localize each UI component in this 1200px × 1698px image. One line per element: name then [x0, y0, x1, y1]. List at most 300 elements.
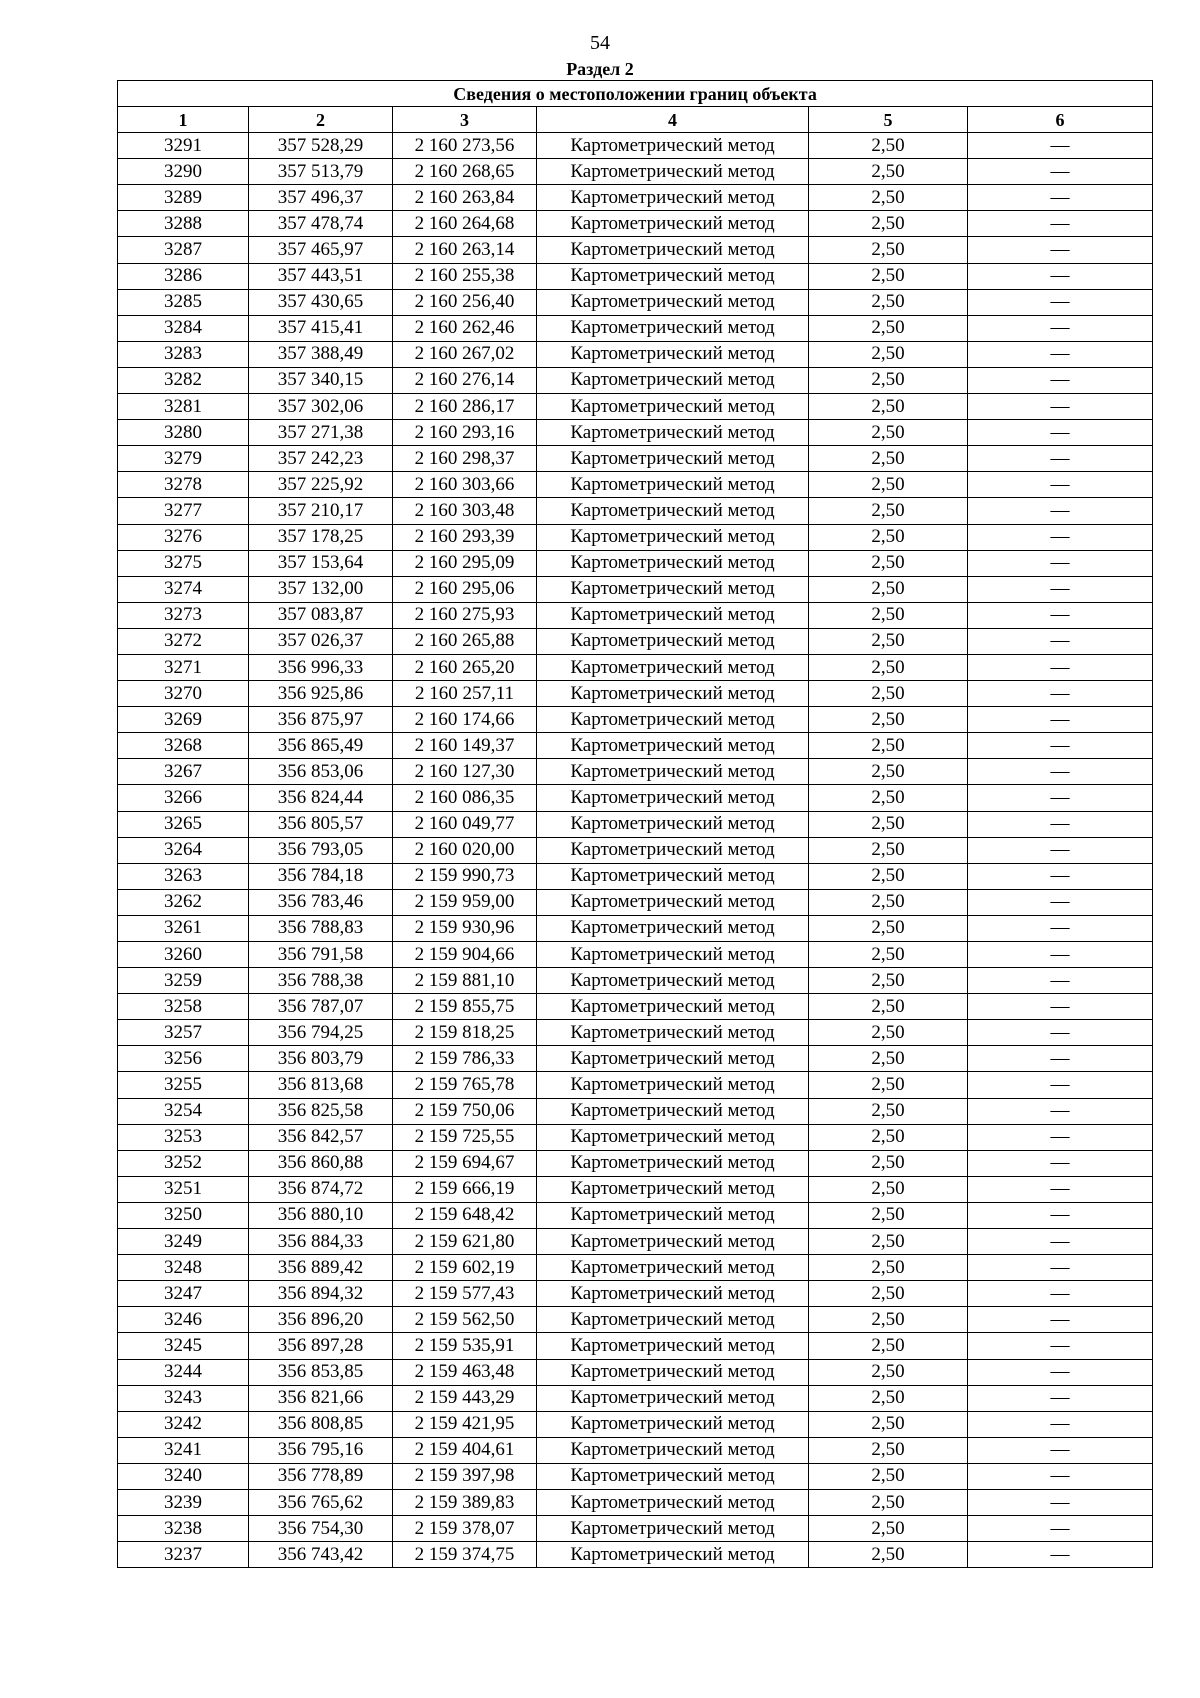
accuracy-cell: 2,50 — [809, 1176, 968, 1202]
x-coordinate-cell: 356 788,38 — [249, 968, 393, 994]
table-row — [118, 524, 1153, 550]
description-cell: — — [968, 1255, 1153, 1281]
method-cell: Картометрический метод — [537, 1202, 809, 1228]
accuracy-cell: 2,50 — [809, 733, 968, 759]
table-row — [118, 654, 1153, 680]
method-cell: Картометрический метод — [537, 1176, 809, 1202]
table-row — [118, 837, 1153, 863]
y-coordinate-cell: 2 159 535,91 — [393, 1333, 537, 1359]
table-row — [118, 1281, 1153, 1307]
point-number-cell: 3238 — [118, 1516, 249, 1542]
accuracy-cell: 2,50 — [809, 159, 968, 185]
table-row — [118, 550, 1153, 576]
accuracy-cell: 2,50 — [809, 1255, 968, 1281]
table-row — [118, 1124, 1153, 1150]
table-row — [118, 1411, 1153, 1437]
method-cell: Картометрический метод — [537, 1072, 809, 1098]
x-coordinate-cell: 356 925,86 — [249, 681, 393, 707]
boundary-coordinates-table — [117, 80, 1153, 1568]
description-cell: — — [968, 1516, 1153, 1542]
point-number-cell: 3281 — [118, 394, 249, 420]
y-coordinate-cell: 2 159 959,00 — [393, 889, 537, 915]
y-coordinate-cell: 2 159 577,43 — [393, 1281, 537, 1307]
table-row — [118, 811, 1153, 837]
y-coordinate-cell: 2 159 725,55 — [393, 1124, 537, 1150]
method-cell: Картометрический метод — [537, 498, 809, 524]
table-row — [118, 1020, 1153, 1046]
y-coordinate-cell: 2 160 020,00 — [393, 837, 537, 863]
description-cell: — — [968, 237, 1153, 263]
accuracy-cell: 2,50 — [809, 1072, 968, 1098]
method-cell: Картометрический метод — [537, 785, 809, 811]
point-number-cell: 3284 — [118, 315, 249, 341]
x-coordinate-cell: 356 860,88 — [249, 1150, 393, 1176]
x-coordinate-cell: 356 896,20 — [249, 1307, 393, 1333]
method-cell: Картометрический метод — [537, 237, 809, 263]
column-header: 6 — [968, 107, 1153, 133]
y-coordinate-cell: 2 160 086,35 — [393, 785, 537, 811]
x-coordinate-cell: 357 388,49 — [249, 341, 393, 367]
x-coordinate-cell: 356 865,49 — [249, 733, 393, 759]
point-number-cell: 3271 — [118, 654, 249, 680]
point-number-cell: 3290 — [118, 159, 249, 185]
point-number-cell: 3288 — [118, 211, 249, 237]
x-coordinate-cell: 357 478,74 — [249, 211, 393, 237]
x-coordinate-cell: 356 778,89 — [249, 1463, 393, 1489]
x-coordinate-cell: 356 842,57 — [249, 1124, 393, 1150]
y-coordinate-cell: 2 160 303,66 — [393, 472, 537, 498]
accuracy-cell: 2,50 — [809, 524, 968, 550]
point-number-cell: 3272 — [118, 628, 249, 654]
table-body — [118, 133, 1153, 1568]
y-coordinate-cell: 2 159 881,10 — [393, 968, 537, 994]
description-cell: — — [968, 1020, 1153, 1046]
table-row — [118, 968, 1153, 994]
description-cell: — — [968, 367, 1153, 393]
point-number-cell: 3248 — [118, 1255, 249, 1281]
description-cell: — — [968, 811, 1153, 837]
table-row — [118, 1307, 1153, 1333]
x-coordinate-cell: 357 513,79 — [249, 159, 393, 185]
point-number-cell: 3261 — [118, 915, 249, 941]
accuracy-cell: 2,50 — [809, 1489, 968, 1515]
method-cell: Картометрический метод — [537, 1150, 809, 1176]
y-coordinate-cell: 2 159 602,19 — [393, 1255, 537, 1281]
accuracy-cell: 2,50 — [809, 863, 968, 889]
accuracy-cell: 2,50 — [809, 889, 968, 915]
table-row — [118, 1542, 1153, 1568]
accuracy-cell: 2,50 — [809, 133, 968, 159]
method-cell: Картометрический метод — [537, 1489, 809, 1515]
x-coordinate-cell: 357 430,65 — [249, 289, 393, 315]
description-cell: — — [968, 446, 1153, 472]
table-row — [118, 1463, 1153, 1489]
method-cell: Картометрический метод — [537, 628, 809, 654]
description-cell: — — [968, 1176, 1153, 1202]
point-number-cell: 3286 — [118, 263, 249, 289]
table-row — [118, 472, 1153, 498]
point-number-cell: 3270 — [118, 681, 249, 707]
table-row — [118, 1072, 1153, 1098]
description-cell: — — [968, 420, 1153, 446]
y-coordinate-cell: 2 159 397,98 — [393, 1463, 537, 1489]
y-coordinate-cell: 2 160 255,38 — [393, 263, 537, 289]
table-row — [118, 394, 1153, 420]
description-cell: — — [968, 602, 1153, 628]
x-coordinate-cell: 356 813,68 — [249, 1072, 393, 1098]
accuracy-cell: 2,50 — [809, 1437, 968, 1463]
point-number-cell: 3279 — [118, 446, 249, 472]
description-cell: — — [968, 915, 1153, 941]
y-coordinate-cell: 2 159 694,67 — [393, 1150, 537, 1176]
y-coordinate-cell: 2 160 049,77 — [393, 811, 537, 837]
table-row — [118, 498, 1153, 524]
table-row — [118, 1046, 1153, 1072]
method-cell: Картометрический метод — [537, 1542, 809, 1568]
method-cell: Картометрический метод — [537, 1229, 809, 1255]
accuracy-cell: 2,50 — [809, 1150, 968, 1176]
point-number-cell: 3282 — [118, 367, 249, 393]
description-cell: — — [968, 394, 1153, 420]
x-coordinate-cell: 356 821,66 — [249, 1385, 393, 1411]
method-cell: Картометрический метод — [537, 133, 809, 159]
description-cell: — — [968, 263, 1153, 289]
accuracy-cell: 2,50 — [809, 263, 968, 289]
point-number-cell: 3268 — [118, 733, 249, 759]
accuracy-cell: 2,50 — [809, 1463, 968, 1489]
method-cell: Картометрический метод — [537, 994, 809, 1020]
description-cell: — — [968, 1229, 1153, 1255]
table-row — [118, 1489, 1153, 1515]
accuracy-cell: 2,50 — [809, 472, 968, 498]
description-cell: — — [968, 289, 1153, 315]
table-row — [118, 315, 1153, 341]
table-row — [118, 1229, 1153, 1255]
table-row — [118, 733, 1153, 759]
x-coordinate-cell: 357 465,97 — [249, 237, 393, 263]
x-coordinate-cell: 357 340,15 — [249, 367, 393, 393]
x-coordinate-cell: 356 788,83 — [249, 915, 393, 941]
table-row — [118, 446, 1153, 472]
y-coordinate-cell: 2 160 174,66 — [393, 707, 537, 733]
description-cell: — — [968, 628, 1153, 654]
description-cell: — — [968, 498, 1153, 524]
method-cell: Картометрический метод — [537, 1124, 809, 1150]
method-cell: Картометрический метод — [537, 1020, 809, 1046]
x-coordinate-cell: 357 026,37 — [249, 628, 393, 654]
point-number-cell: 3287 — [118, 237, 249, 263]
column-header: 4 — [537, 107, 809, 133]
table-row — [118, 1150, 1153, 1176]
accuracy-cell: 2,50 — [809, 1411, 968, 1437]
point-number-cell: 3267 — [118, 759, 249, 785]
description-cell: — — [968, 863, 1153, 889]
table-row — [118, 1385, 1153, 1411]
description-cell: — — [968, 1281, 1153, 1307]
x-coordinate-cell: 356 875,97 — [249, 707, 393, 733]
method-cell: Картометрический метод — [537, 315, 809, 341]
method-cell: Картометрический метод — [537, 837, 809, 863]
x-coordinate-cell: 357 271,38 — [249, 420, 393, 446]
accuracy-cell: 2,50 — [809, 550, 968, 576]
description-cell: — — [968, 159, 1153, 185]
x-coordinate-cell: 357 242,23 — [249, 446, 393, 472]
column-header: 2 — [249, 107, 393, 133]
point-number-cell: 3250 — [118, 1202, 249, 1228]
accuracy-cell: 2,50 — [809, 1333, 968, 1359]
method-cell: Картометрический метод — [537, 968, 809, 994]
point-number-cell: 3245 — [118, 1333, 249, 1359]
y-coordinate-cell: 2 160 293,39 — [393, 524, 537, 550]
method-cell: Картометрический метод — [537, 759, 809, 785]
point-number-cell: 3263 — [118, 863, 249, 889]
method-cell: Картометрический метод — [537, 472, 809, 498]
accuracy-cell: 2,50 — [809, 446, 968, 472]
point-number-cell: 3260 — [118, 942, 249, 968]
point-number-cell: 3274 — [118, 576, 249, 602]
y-coordinate-cell: 2 160 127,30 — [393, 759, 537, 785]
method-cell: Картометрический метод — [537, 863, 809, 889]
description-cell: — — [968, 837, 1153, 863]
accuracy-cell: 2,50 — [809, 185, 968, 211]
x-coordinate-cell: 357 210,17 — [249, 498, 393, 524]
description-cell: — — [968, 654, 1153, 680]
point-number-cell: 3277 — [118, 498, 249, 524]
accuracy-cell: 2,50 — [809, 315, 968, 341]
point-number-cell: 3269 — [118, 707, 249, 733]
y-coordinate-cell: 2 159 562,50 — [393, 1307, 537, 1333]
x-coordinate-cell: 356 791,58 — [249, 942, 393, 968]
method-cell: Картометрический метод — [537, 159, 809, 185]
description-cell: — — [968, 185, 1153, 211]
y-coordinate-cell: 2 160 276,14 — [393, 367, 537, 393]
x-coordinate-cell: 357 132,00 — [249, 576, 393, 602]
x-coordinate-cell: 357 528,29 — [249, 133, 393, 159]
table-row — [118, 942, 1153, 968]
table-row — [118, 289, 1153, 315]
table-row — [118, 785, 1153, 811]
y-coordinate-cell: 2 160 267,02 — [393, 341, 537, 367]
x-coordinate-cell: 357 178,25 — [249, 524, 393, 550]
y-coordinate-cell: 2 159 786,33 — [393, 1046, 537, 1072]
method-cell: Картометрический метод — [537, 1359, 809, 1385]
method-cell: Картометрический метод — [537, 341, 809, 367]
method-cell: Картометрический метод — [537, 211, 809, 237]
method-cell: Картометрический метод — [537, 1437, 809, 1463]
y-coordinate-cell: 2 159 904,66 — [393, 942, 537, 968]
description-cell: — — [968, 1307, 1153, 1333]
method-cell: Картометрический метод — [537, 915, 809, 941]
y-coordinate-cell: 2 160 265,20 — [393, 654, 537, 680]
method-cell: Картометрический метод — [537, 420, 809, 446]
x-coordinate-cell: 356 825,58 — [249, 1098, 393, 1124]
method-cell: Картометрический метод — [537, 394, 809, 420]
description-cell: — — [968, 341, 1153, 367]
x-coordinate-cell: 357 302,06 — [249, 394, 393, 420]
y-coordinate-cell: 2 159 930,96 — [393, 915, 537, 941]
table-row — [118, 576, 1153, 602]
table-caption-row — [118, 81, 1153, 107]
table-row — [118, 420, 1153, 446]
table-caption: Сведения о местоположении границ объекта — [118, 81, 1153, 107]
accuracy-cell: 2,50 — [809, 1359, 968, 1385]
table-row — [118, 1359, 1153, 1385]
point-number-cell: 3289 — [118, 185, 249, 211]
table-row — [118, 759, 1153, 785]
method-cell: Картометрический метод — [537, 524, 809, 550]
table-row — [118, 1098, 1153, 1124]
description-cell: — — [968, 524, 1153, 550]
table-row — [118, 133, 1153, 159]
description-cell: — — [968, 1359, 1153, 1385]
description-cell: — — [968, 550, 1153, 576]
accuracy-cell: 2,50 — [809, 289, 968, 315]
point-number-cell: 3258 — [118, 994, 249, 1020]
y-coordinate-cell: 2 160 149,37 — [393, 733, 537, 759]
point-number-cell: 3254 — [118, 1098, 249, 1124]
x-coordinate-cell: 356 808,85 — [249, 1411, 393, 1437]
y-coordinate-cell: 2 160 262,46 — [393, 315, 537, 341]
table-row — [118, 237, 1153, 263]
column-header: 3 — [393, 107, 537, 133]
y-coordinate-cell: 2 160 273,56 — [393, 133, 537, 159]
method-cell: Картометрический метод — [537, 550, 809, 576]
y-coordinate-cell: 2 160 257,11 — [393, 681, 537, 707]
y-coordinate-cell: 2 160 263,14 — [393, 237, 537, 263]
x-coordinate-cell: 357 415,41 — [249, 315, 393, 341]
page-number: 54 — [590, 32, 610, 54]
description-cell: — — [968, 1463, 1153, 1489]
description-cell: — — [968, 1150, 1153, 1176]
point-number-cell: 3276 — [118, 524, 249, 550]
method-cell: Картометрический метод — [537, 1411, 809, 1437]
y-coordinate-cell: 2 159 818,25 — [393, 1020, 537, 1046]
y-coordinate-cell: 2 159 666,19 — [393, 1176, 537, 1202]
accuracy-cell: 2,50 — [809, 341, 968, 367]
point-number-cell: 3239 — [118, 1489, 249, 1515]
x-coordinate-cell: 356 880,10 — [249, 1202, 393, 1228]
y-coordinate-cell: 2 159 421,95 — [393, 1411, 537, 1437]
accuracy-cell: 2,50 — [809, 1385, 968, 1411]
y-coordinate-cell: 2 159 990,73 — [393, 863, 537, 889]
y-coordinate-cell: 2 160 298,37 — [393, 446, 537, 472]
accuracy-cell: 2,50 — [809, 498, 968, 524]
description-cell: — — [968, 759, 1153, 785]
description-cell: — — [968, 785, 1153, 811]
method-cell: Картометрический метод — [537, 1255, 809, 1281]
method-cell: Картометрический метод — [537, 263, 809, 289]
point-number-cell: 3256 — [118, 1046, 249, 1072]
y-coordinate-cell: 2 160 286,17 — [393, 394, 537, 420]
point-number-cell: 3283 — [118, 341, 249, 367]
method-cell: Картометрический метод — [537, 602, 809, 628]
y-coordinate-cell: 2 159 378,07 — [393, 1516, 537, 1542]
y-coordinate-cell: 2 159 765,78 — [393, 1072, 537, 1098]
method-cell: Картометрический метод — [537, 1463, 809, 1489]
method-cell: Картометрический метод — [537, 654, 809, 680]
point-number-cell: 3244 — [118, 1359, 249, 1385]
method-cell: Картометрический метод — [537, 1046, 809, 1072]
method-cell: Картометрический метод — [537, 446, 809, 472]
description-cell: — — [968, 994, 1153, 1020]
description-cell: — — [968, 1098, 1153, 1124]
y-coordinate-cell: 2 159 389,83 — [393, 1489, 537, 1515]
method-cell: Картометрический метод — [537, 367, 809, 393]
accuracy-cell: 2,50 — [809, 1124, 968, 1150]
description-cell: — — [968, 733, 1153, 759]
point-number-cell: 3247 — [118, 1281, 249, 1307]
point-number-cell: 3249 — [118, 1229, 249, 1255]
method-cell: Картометрический метод — [537, 733, 809, 759]
point-number-cell: 3285 — [118, 289, 249, 315]
x-coordinate-cell: 356 996,33 — [249, 654, 393, 680]
accuracy-cell: 2,50 — [809, 681, 968, 707]
y-coordinate-cell: 2 160 275,93 — [393, 602, 537, 628]
table-row — [118, 211, 1153, 237]
y-coordinate-cell: 2 160 295,09 — [393, 550, 537, 576]
table-row — [118, 1202, 1153, 1228]
point-number-cell: 3252 — [118, 1150, 249, 1176]
y-coordinate-cell: 2 160 264,68 — [393, 211, 537, 237]
description-cell: — — [968, 968, 1153, 994]
y-coordinate-cell: 2 159 443,29 — [393, 1385, 537, 1411]
table-row — [118, 1255, 1153, 1281]
column-header: 1 — [118, 107, 249, 133]
x-coordinate-cell: 357 496,37 — [249, 185, 393, 211]
description-cell: — — [968, 707, 1153, 733]
point-number-cell: 3265 — [118, 811, 249, 837]
accuracy-cell: 2,50 — [809, 811, 968, 837]
x-coordinate-cell: 357 225,92 — [249, 472, 393, 498]
description-cell: — — [968, 1124, 1153, 1150]
table-row — [118, 707, 1153, 733]
x-coordinate-cell: 356 784,18 — [249, 863, 393, 889]
accuracy-cell: 2,50 — [809, 968, 968, 994]
accuracy-cell: 2,50 — [809, 628, 968, 654]
method-cell: Картометрический метод — [537, 1385, 809, 1411]
accuracy-cell: 2,50 — [809, 367, 968, 393]
y-coordinate-cell: 2 160 265,88 — [393, 628, 537, 654]
x-coordinate-cell: 356 793,05 — [249, 837, 393, 863]
x-coordinate-cell: 356 765,62 — [249, 1489, 393, 1515]
description-cell: — — [968, 1072, 1153, 1098]
point-number-cell: 3240 — [118, 1463, 249, 1489]
table-row — [118, 628, 1153, 654]
accuracy-cell: 2,50 — [809, 420, 968, 446]
x-coordinate-cell: 356 805,57 — [249, 811, 393, 837]
point-number-cell: 3275 — [118, 550, 249, 576]
accuracy-cell: 2,50 — [809, 1307, 968, 1333]
point-number-cell: 3259 — [118, 968, 249, 994]
accuracy-cell: 2,50 — [809, 576, 968, 602]
point-number-cell: 3257 — [118, 1020, 249, 1046]
table-row — [118, 159, 1153, 185]
description-cell: — — [968, 1411, 1153, 1437]
x-coordinate-cell: 356 894,32 — [249, 1281, 393, 1307]
point-number-cell: 3253 — [118, 1124, 249, 1150]
point-number-cell: 3251 — [118, 1176, 249, 1202]
table-row — [118, 1333, 1153, 1359]
point-number-cell: 3243 — [118, 1385, 249, 1411]
table-row — [118, 602, 1153, 628]
y-coordinate-cell: 2 159 750,06 — [393, 1098, 537, 1124]
point-number-cell: 3264 — [118, 837, 249, 863]
table-row — [118, 367, 1153, 393]
accuracy-cell: 2,50 — [809, 837, 968, 863]
table-row — [118, 1437, 1153, 1463]
table-row — [118, 1516, 1153, 1542]
x-coordinate-cell: 356 884,33 — [249, 1229, 393, 1255]
